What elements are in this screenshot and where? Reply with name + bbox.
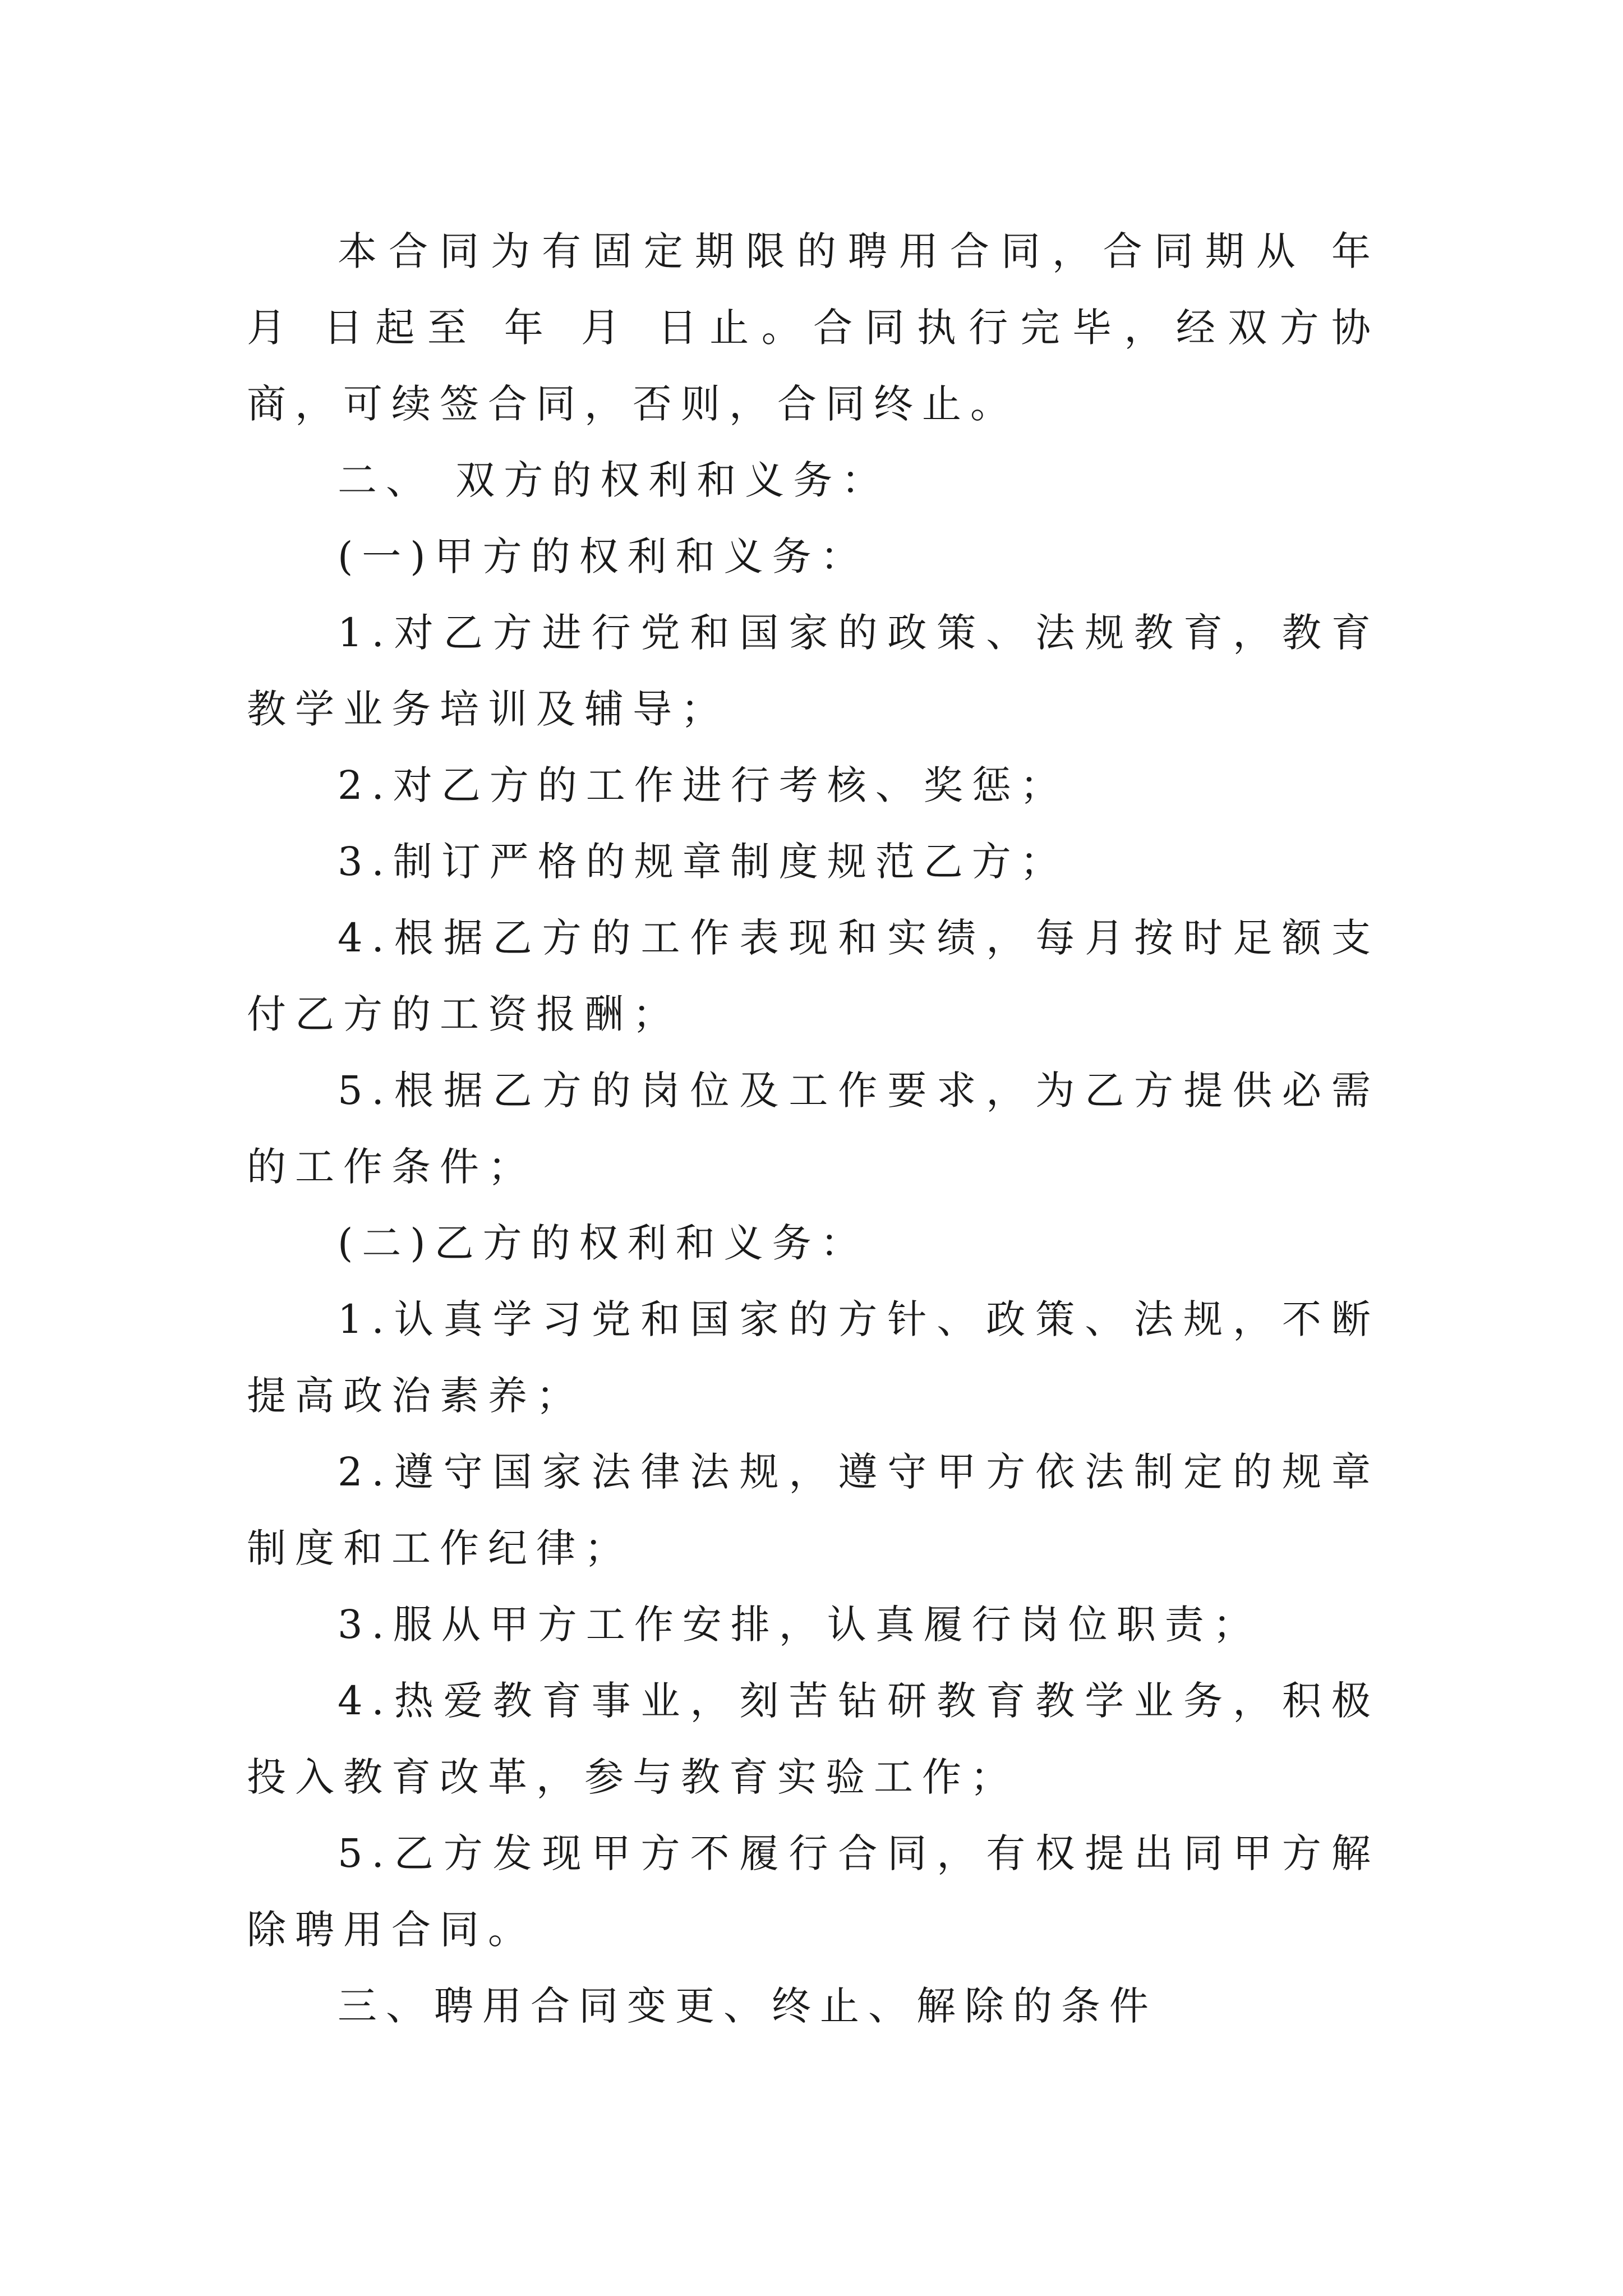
party-a-item-4: 4.根据乙方的工作表现和实绩，每月按时足额支付乙方的工资报酬； — [247, 915, 1380, 1037]
party-b-item-1: 1.认真学习党和国家的方针、政策、法规，不断提高政治素养； — [247, 1296, 1380, 1419]
document-body — [247, 213, 1401, 2044]
party-a-item-2: 2.对乙方的工作进行考核、奖惩； — [338, 762, 1068, 808]
party-a-item-1: 1.对乙方进行党和国家的政策、法规教育，教育教学业务培训及辅导； — [247, 610, 1380, 732]
subsection-heading-party-a: (一)甲方的权利和义务： — [338, 533, 869, 579]
contract-term-paragraph: 本合同为有固定期限的聘用合同，合同期从 年 月 日起至 年 月 日止。合同执行完毕，经双方协商，可续签合同，否则，合同终止。 — [247, 228, 1401, 427]
party-b-item-3: 3.服从甲方工作安排，认真履行岗位职责； — [338, 1602, 1261, 1648]
section-heading-contract-change: 三、聘用合同变更、终止、解除的条件 — [338, 1983, 1158, 2029]
party-a-item-5: 5.根据乙方的岗位及工作要求，为乙方提供必需的工作条件； — [247, 1068, 1380, 1190]
subsection-heading-party-b: (二)乙方的权利和义务： — [338, 1220, 869, 1266]
party-a-item-3: 3.制订严格的规章制度规范乙方； — [338, 839, 1068, 885]
party-b-item-4: 4.热爱教育事业，刻苦钻研教育教学业务，积极投入教育改革，参与教育实验工作； — [247, 1678, 1380, 1800]
party-b-item-5: 5.乙方发现甲方不履行合同，有权提出同甲方解除聘用合同。 — [247, 1830, 1380, 1953]
section-heading-rights-obligations: 二、 双方的权利和义务： — [338, 457, 890, 503]
party-b-item-2: 2.遵守国家法律法规，遵守甲方依法制定的规章制度和工作纪律； — [247, 1449, 1380, 1571]
